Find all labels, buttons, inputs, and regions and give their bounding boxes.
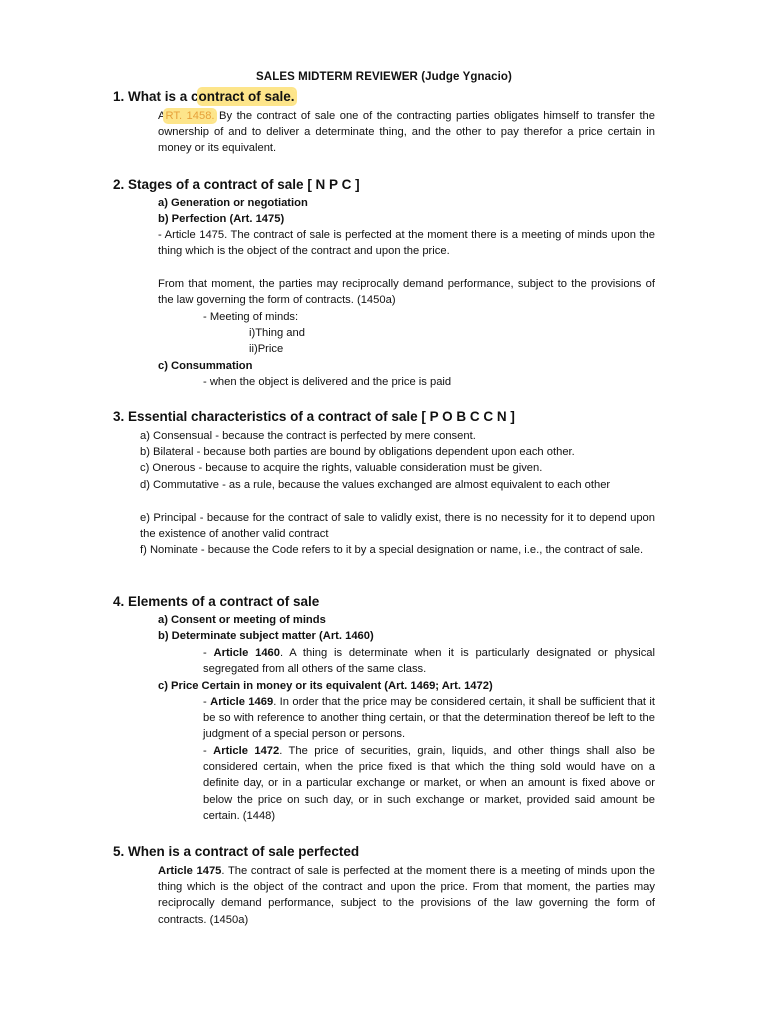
- art-1460-label: Article 1460: [213, 647, 281, 659]
- stage-a: a) Generation or negotiation: [158, 197, 308, 209]
- char-c: c) Onerous - because to acquire the rights, valuable consideration must be given.: [140, 462, 543, 474]
- art-1475-perfection: [158, 863, 655, 928]
- from-that-moment-text: From that moment, the parties may reciprocally demand performance, subject to the provisions of the law governing the form of contracts. (1450a): [158, 278, 655, 307]
- art-1472-body: . The price of securities, grain, liquids, and other things shall also be considered certain, when the price fixed is that which the thing sold would have on a definite day, or in a particular exchange or market, or when an amount is fixed above or below the price on such day, or in such exchange or market, provided said amount be certain. (1448): [203, 745, 655, 822]
- art-1469-text: - Article 1469. In order that the price may be considered certain, it shall be sufficient that it be so with reference to another thing certain, or that the determination thereof be left to the judgment of a special person or persons.: [203, 696, 655, 741]
- element-b: b) Determinate subject matter (Art. 1460): [158, 630, 374, 642]
- stage-c: c) Consummation: [158, 360, 253, 372]
- char-d: d) Commutative - as a rule, because the values exchanged are almost equivalent to each other: [140, 479, 611, 491]
- art-1460-text: - Article 1460. A thing is determinate when it is particularly designated or physical segregated from all others of the same class.: [203, 647, 655, 676]
- highlighted-text: ontract of sale.: [198, 89, 295, 104]
- art-1472-text: - Article 1472. The price of securities, grain, liquids, and other things shall also be considered certain, when the price fixed is that which the thing sold would have on a definite day, or in a particular exchange or market, or when an amount is fixed above or below the price on such day, or in such exchange or market, provided said amount be certain. (1448): [203, 745, 655, 822]
- item-thing: i)Thing and: [249, 327, 305, 339]
- art-1469-label: Article 1469: [210, 696, 274, 708]
- section-2-heading: 2. Stages of a contract of sale [ N P C ]: [113, 177, 360, 192]
- heading-text: 1. What is a c: [113, 89, 199, 104]
- art-1469-body: . In order that the price may be considered certain, it shall be sufficient that it be so with reference to another thing certain, or that the determination thereof be left to the judgment of a special person or persons.: [203, 696, 655, 741]
- def-body: By the contract of sale one of the contracting parties obligates himself to transfer the ownership of and to deliver a determinate thing, and the other to pay therefor a price certain in money or its equivalent.: [158, 110, 655, 155]
- element-a: a) Consent or meeting of minds: [158, 614, 326, 626]
- section-3-heading: 3. Essential characteristics of a contract of sale [ P O B C C N ]: [113, 409, 515, 424]
- char-b: b) Bilateral - because both parties are bound by obligations dependent upon each other.: [140, 446, 575, 458]
- section-1-heading: [113, 89, 295, 104]
- art-1475-label: Article 1475: [158, 865, 222, 877]
- art-1460-body: . A thing is determinate when it is particularly designated or physical segregated from all others of the same class.: [203, 647, 655, 676]
- art-1475-text: - Article 1475. The contract of sale is perfected at the moment there is a meeting of minds upon the thing which is the object of the contract and upon the price.: [158, 229, 655, 258]
- char-e: e) Principal - because for the contract of sale to validly exist, there is no necessity for it to depend upon the existence of another valid contract: [140, 512, 655, 541]
- article-ref: RT. 1458.: [165, 110, 215, 122]
- element-c: c) Price Certain in money or its equivalent (Art. 1469; Art. 1472): [158, 680, 493, 692]
- def-lead: A: [158, 110, 166, 122]
- char-a: a) Consensual - because the contract is perfected by mere consent.: [140, 430, 476, 442]
- consummation-text: - when the object is delivered and the price is paid: [203, 376, 452, 388]
- art-1475-body: . The contract of sale is perfected at the moment there is a meeting of minds upon the thing which is the object of the contract and upon the price. From that moment, the parties may reciprocally demand performance, subject to the provisions of the law governing the form of contracts. (1450a): [158, 865, 655, 926]
- section-4-heading: 4. Elements of a contract of sale: [113, 594, 320, 609]
- meeting-of-minds: - Meeting of minds:: [203, 311, 299, 323]
- stage-b: b) Perfection (Art. 1475): [158, 213, 285, 225]
- section-5-heading: 5. When is a contract of sale perfected: [113, 844, 360, 859]
- art-1458-definition: [158, 108, 655, 157]
- document-title: SALES MIDTERM REVIEWER (Judge Ygnacio): [256, 71, 512, 83]
- item-price: ii)Price: [249, 343, 284, 355]
- char-f: f) Nominate - because the Code refers to it by a special designation or name, i.e., the contract of sale.: [140, 544, 644, 556]
- art-1472-label: Article 1472: [213, 745, 280, 757]
